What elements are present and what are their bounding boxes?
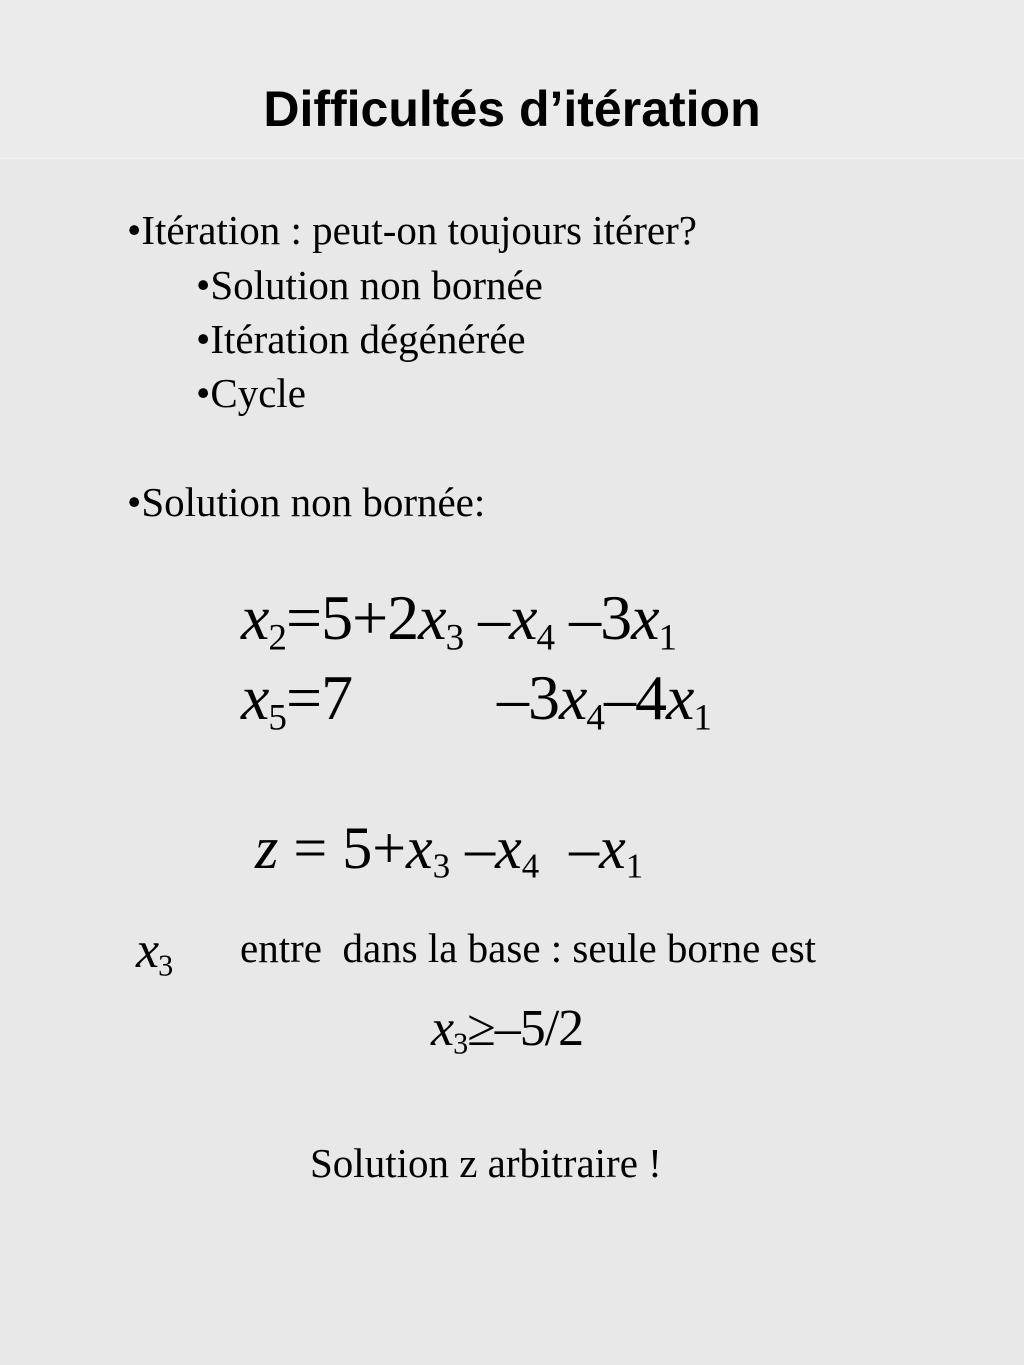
obj-x4: x (495, 815, 522, 881)
equation-x5 (241, 662, 353, 739)
equation-x2 (241, 582, 677, 659)
eq2-var-sub: 5 (268, 697, 286, 739)
entering-text: entre dans la base : seule borne est (240, 925, 817, 971)
equation-x5-rhs (497, 662, 711, 739)
obj-x3: x (406, 815, 433, 881)
section-heading: •Solution non bornée: (127, 479, 486, 525)
obj-minus1: – (450, 815, 496, 881)
page-title: Difficultés d’itération (263, 81, 761, 137)
eq1-rhs: =5+2 (285, 582, 419, 653)
bound-var-sub: 3 (453, 1026, 468, 1061)
objective-function (255, 815, 644, 886)
obj-eq: = 5+ (278, 815, 407, 881)
eq2-x1-sub: 1 (693, 697, 711, 739)
eq1-var-sub: 2 (268, 617, 286, 659)
bullet-iteration-degeneree: •Itération dégénérée (196, 316, 526, 362)
conclusion: Solution z arbitraire ! (310, 1140, 662, 1186)
eq1-x1-sub: 1 (658, 617, 677, 659)
obj-minus2: – (539, 815, 600, 881)
eq2-x1: x (665, 662, 694, 733)
eq2-minus1: –3 (497, 662, 559, 733)
eq1-x4: x (509, 582, 537, 653)
eq1-x3-sub: 3 (445, 617, 464, 659)
bullet-iteration: •Itération : peut-on toujours itérer? (127, 207, 697, 253)
obj-z: z (255, 815, 279, 881)
obj-x4-sub: 4 (521, 846, 540, 886)
bullet-cycle: •Cycle (196, 370, 306, 416)
bullet-solution-non-bornee: •Solution non bornée (196, 262, 543, 308)
bound-var: x (431, 1000, 454, 1057)
eq2-var: x (241, 662, 269, 733)
eq2-x4-sub: 4 (586, 697, 604, 739)
eq2-rhs: =7 (285, 662, 353, 733)
eq1-x4-sub: 4 (536, 617, 555, 659)
obj-x3-sub: 3 (432, 846, 451, 886)
entering-variable (136, 922, 173, 983)
obj-x1-sub: 1 (625, 846, 644, 886)
eq1-x1: x (631, 582, 659, 653)
eq1-minus2: –3 (554, 582, 632, 653)
obj-x1: x (599, 815, 626, 881)
bound-expression (431, 1000, 584, 1061)
eq1-minus1: – (463, 582, 510, 653)
entering-var: x (136, 922, 159, 979)
eq1-var: x (241, 582, 269, 653)
eq2-x4: x (559, 662, 587, 733)
entering-var-sub: 3 (158, 948, 173, 983)
title-bar (0, 0, 1024, 159)
eq1-x3: x (418, 582, 446, 653)
eq2-minus2: –4 (603, 662, 666, 733)
bound-text: ≥–5/2 (467, 1000, 584, 1057)
